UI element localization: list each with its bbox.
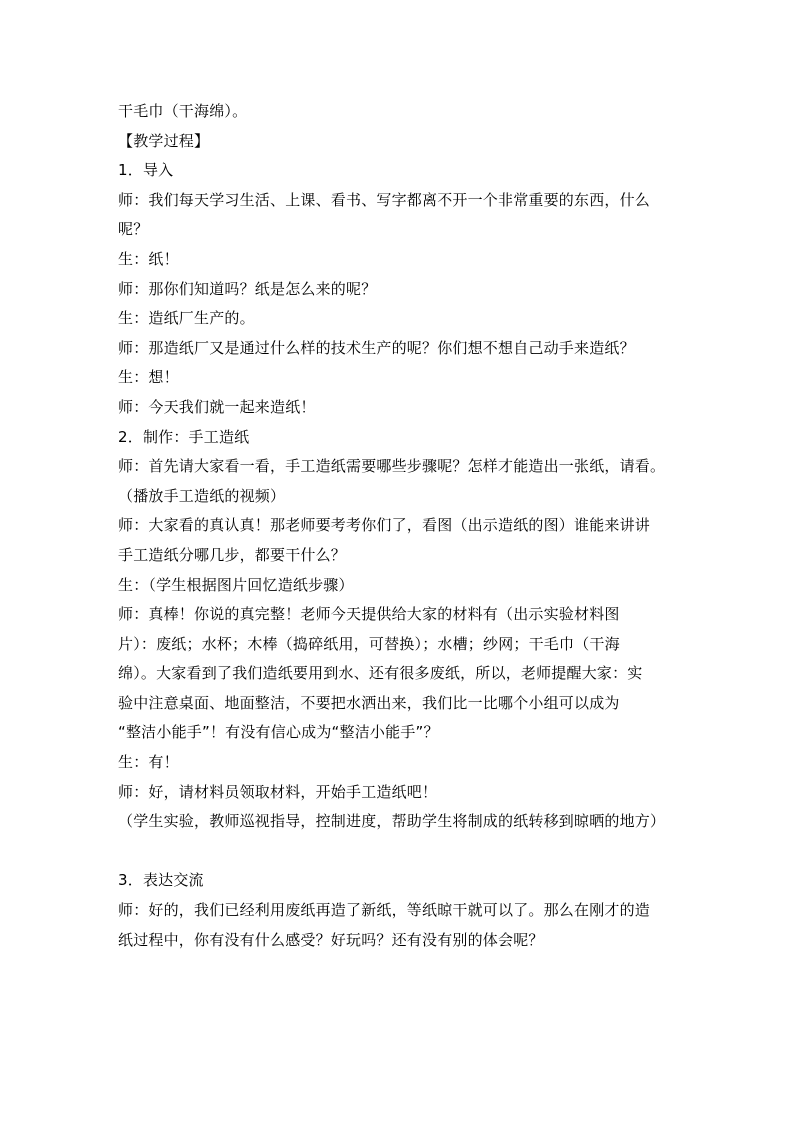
text-line: 师：大家看的真认真！那老师要考考你们了，看图（出示造纸的图）谁能来讲讲 (118, 516, 651, 535)
blank-line (118, 837, 688, 867)
section-heading: 1．导入 (118, 161, 174, 180)
text-line: 生：纸！ (118, 249, 179, 268)
text-line: 绵）。大家看到了我们造纸要用到水、还有很多废纸，所以，老师提醒大家：实 (118, 664, 643, 683)
text-line: 师：真棒！你说的真完整！老师今天提供给大家的材料有（出示实验材料图 (118, 605, 620, 624)
text-line: 纸过程中，你有没有什么感受？好玩吗？还有没有别的体会呢？ (118, 930, 544, 949)
text-line: 师：首先请大家看一看，手工造纸需要哪些步骤呢？怎样才能造出一张纸，请看。 (118, 457, 666, 476)
text-line: 生：想！ (118, 368, 179, 387)
text-line: 呢？ (118, 220, 149, 239)
text-line: 验中注意桌面、地面整洁，不要把水洒出来，我们比一比哪个小组可以成为 (118, 693, 620, 712)
text-line: （学生实验，教师巡视指导，控制进度，帮助学生将制成的纸转移到晾晒的地方） (118, 812, 666, 831)
text-line: 生：造纸厂生产的。 (118, 309, 255, 328)
text-line: 干毛巾（干海绵）。 (118, 102, 248, 120)
text-line: 师：我们每天学习生活、上课、看书、写字都离不开一个非常重要的东西，什么 (118, 190, 651, 209)
text-line: 师：那造纸厂又是通过什么样的技术生产的呢？你们想不想自己动手来造纸？ (118, 338, 635, 357)
document-body (118, 97, 688, 955)
text-line: 师：好的，我们已经利用废纸再造了新纸，等纸晾干就可以了。那么在刚才的造 (118, 901, 651, 920)
section-heading: 【教学过程】 (118, 131, 210, 150)
text-line: （播放手工造纸的视频） (118, 486, 286, 505)
text-line: 师：今天我们就一起来造纸！ (118, 397, 316, 416)
text-line: “整洁小能手”！有没有信心成为“整洁小能手”？ (118, 723, 439, 742)
text-line: 师：那你们知道吗？纸是怎么来的呢？ (118, 279, 377, 298)
text-line: 手工造纸分哪几步，都要干什么？ (118, 545, 347, 564)
text-line: 生：有！ (118, 753, 179, 772)
section-heading: 2．制作：手工造纸 (118, 427, 250, 446)
text-line: 生：（学生根据图片回忆造纸步骤） (118, 575, 354, 594)
text-line: 师：好，请材料员领取材料，开始手工造纸吧！ (118, 782, 438, 801)
text-line: 片）：废纸；水杯；木棒（捣碎纸用，可替换）；水槽；纱网；干毛巾（干海 (118, 634, 620, 653)
section-heading: 3．表达交流 (118, 871, 204, 890)
